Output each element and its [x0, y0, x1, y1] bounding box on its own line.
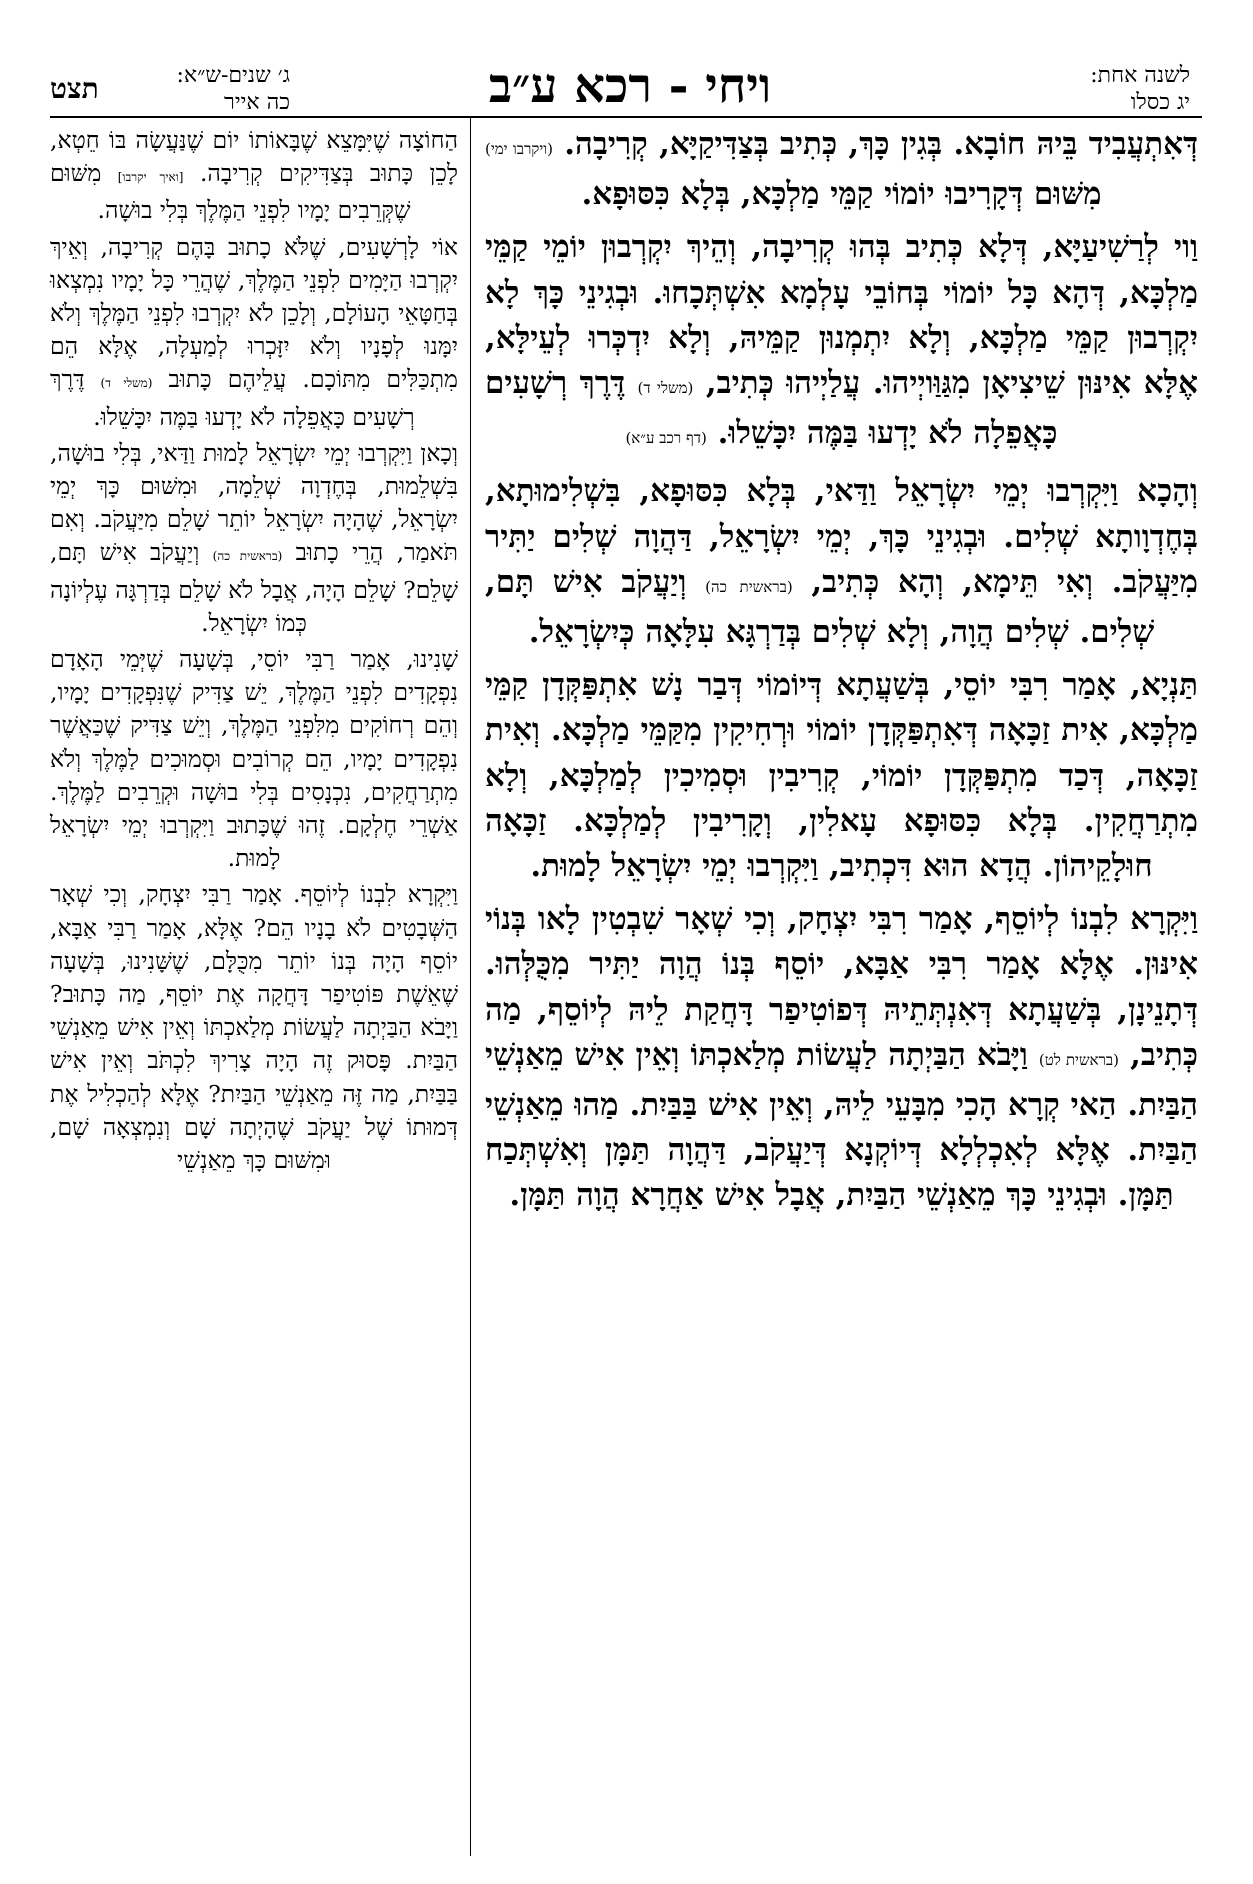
side-text: אוֹי לָרְשָׁעִים, שֶׁלֹּא כָתוּב בָּהֶם קְרִיבָה, וְאֵיךְ יִקְרְבוּ הַיָּמִים לִפְנֵי הַמֶּלֶךְ, שֶׁהֲרֵי כָּל יָמָיו נִמְצְאוּ בְּחַטָּאֵי הָעוֹלָם, וְלָכֵן לֹא יִקְרְבוּ לִפְנֵי הַמֶּלֶךְ וְלֹא יִמָּנוּ לְפָנָיו וְלֹא יִזָּכְרוּ לְמַעְלָה, אֶלָּא הֵם מִתְכַּלִּים מִתּוֹכָם. עֲלֵיהֶם כָּתוּב — [50, 232, 458, 394]
header-left-schedule — [150, 62, 290, 116]
main-text: וְהָכָא וַיִּקְרְבוּ יְמֵי יִשְׂרָאֵל וַדַּאי, בְּלָא כִּסּוּפָא, בִּשְׁלִימוּתָא, בְּחֶדְוָותָא שְׁלִים. וּבְגִינֵי כָּךְ, יְמֵי יִשְׂרָאֵל, דַּהֲוָה שְׁלִים יַתִּיר מִיַּעֲקֹב. וְאִי תֵּימָא, וְהָא כְּתִיב, — [485, 473, 1199, 600]
page-title: ויחי - רכא ע״ב — [488, 58, 772, 114]
side-text: וַיִּקְרָא לִבְנוֹ לְיוֹסֵף. אָמַר רַבִּי יִצְחָק, וְכִי שְׁאָר הַשְּׁבָטִים לֹא בָנָיו הֵם? אֶלָּא, אָמַר רַבִּי אַבָּא, יוֹסֵף הָיָה בְּנוֹ יוֹתֵר מִכֻּלָּם, שֶׁשָּׁנִינוּ, בְּשָׁעָה שֶׁאֵשֶׁת פּוֹטִיפַר דָּחֲקָה אֶת יוֹסֵף, מַה כָּתוּב? וַיָּבֹא הַבַּיְתָה לַעֲשׂוֹת מְלַאכְתּוֹ וְאֵין אִישׁ מֵאַנְשֵׁי הַבַּיִת. פָּסוּק זֶה הָיָה צָרִיךְ לִכְתֹּב וְאֵין אִישׁ בַּבַּיִת, מַה זֶּה מֵאַנְשֵׁי הַבַּיִת? אֶלָּא לְהַכְלִיל אֶת דְּמוּתוֹ שֶׁל יַעֲקֹב שֶׁהָיְתָה שָׁם וְנִמְצְאָה שָׁם, וּמִשּׁוּם כָּךְ מֵאַנְשֵׁי — [50, 880, 458, 1175]
side-paragraph-3 — [50, 437, 458, 640]
side-paragraph-5 — [50, 878, 458, 1177]
header-right-schedule — [975, 62, 1190, 116]
header-right-top: לשנה אחת: — [1090, 63, 1190, 88]
source-reference: (משלי ד) — [100, 376, 153, 391]
source-reference: (בראשית לט) — [1038, 1050, 1120, 1069]
side-paragraph-1 — [50, 124, 458, 228]
source-reference: (בראשית כה) — [212, 549, 283, 564]
side-text: מִשּׁוּם שֶׁקְּרֵבִים יָמָיו לִפְנֵי הַמֶּלֶךְ בְּלִי בוּשָׁה. — [50, 159, 411, 225]
side-text: שָׁנִינוּ, אָמַר רַבִּי יוֹסֵי, בְּשָׁעָה שֶׁיְּמֵי הָאָדָם נִפְקָדִים לִפְנֵי הַמֶּלֶךְ, יֵשׁ צַדִּיק שֶׁנִּפְקָדִים יָמָיו, וְהֵם רְחוֹקִים מִלִּפְנֵי הַמֶּלֶךְ, וְיֵשׁ צַדִּיק שֶׁכַּאֲשֶׁר נִפְקָדִים יָמָיו, הֵם קְרוֹבִים וּסְמוּכִים לַמֶּלֶךְ וְלֹא מִתְרַחֲקִים, נִכְנָסִים בְּלִי בוּשָׁה וּקְרֵבִים לַמֶּלֶךְ. אַשְׁרֵי חֶלְקָם. זֶהוּ שֶׁכָּתוּב וַיִּקְרְבוּ יְמֵי יִשְׂרָאֵל לָמוּת. — [50, 645, 458, 873]
source-reference: [ואיך יקרבו] — [117, 170, 184, 185]
page-header — [0, 0, 1253, 118]
header-rule — [50, 116, 1202, 118]
main-text: וַיִּקְרָא לִבְנוֹ לְיוֹסֵף, אָמַר רִבִּי יִצְחָק, וְכִי שְׁאָר שִׁבְטִין לָאו בְּנוֹי אִינּוּן. אֶלָּא אָמַר רִבִּי אַבָּא, יוֹסֵף בְּנוֹ הֲוָה יַתִּיר מִכֻּלְּהוּ. דְּתָנֵינָן, בְּשַׁעֲתָא דְּאִנְתְּתֵיהּ דְּפוֹטִיפַר דָּחֲקַת לֵיהּ לְיוֹסֵף, מַה כְּתִיב, — [485, 901, 1199, 1073]
source-reference: (משלי ד) — [637, 379, 694, 398]
main-paragraph-3 — [485, 469, 1198, 655]
main-text: דֶּרֶךְ רְשָׁעִים כָּאֲפֵלָה לֹא יָדְעוּ בַּמֶּה יִכָּשֵׁלוּ. — [485, 365, 1058, 452]
side-text: וְיַעֲקֹב אִישׁ תָּם, שָׁלֵם? שָׁלֵם הָיָה, אֲבָל לֹא שָׁלֵם בְּדַרְגָּה עֶלְיוֹנָה כְּמוֹ יִשְׂרָאֵל. — [50, 538, 458, 637]
main-aramaic-column — [485, 122, 1198, 1227]
main-paragraph-1 — [485, 122, 1198, 217]
main-text: דְּאִתְעֲבִיד בֵּיהּ חוֹבָא. בְּגִין כָּךְ, כְּתִיב בְּצַדִּיקַיָּא, קְרִיבָה. — [564, 126, 1199, 162]
main-paragraph-2 — [485, 225, 1198, 461]
side-text: וְכָאן וַיִּקְרְבוּ יְמֵי יִשְׂרָאֵל לָמוּת וַדַּאי, בְּלִי בוּשָׁה, בִּשְׁלֵמוּת, בְּחֶדְוָה שְׁלֵמָה, וּמִשּׁוּם כָּךְ יְמֵי יִשְׂרָאֵל, שֶׁהָיָה יִשְׂרָאֵל יוֹתֵר שָׁלֵם מִיַּעֲקֹב. וְאִם תֹּאמַר, הֲרֵי כָתוּב — [50, 438, 458, 567]
source-reference: (ויקרבו ימי) — [485, 140, 553, 158]
source-reference: (בראשית כה) — [705, 577, 793, 596]
page-number: תצט — [50, 72, 99, 105]
header-left-top: ג׳ שנים-ש״א: — [176, 63, 290, 88]
main-text: תַּנְיָא, אָמַר רִבִּי יוֹסֵי, בְּשַׁעֲתָא דְּיוֹמוֹי דְּבַר נָשׁ אִתְפַּקְּדָן קַמֵּי מַלְכָּא, אִית זַכָּאָה דְּאִתְפַּקְּדָן יוֹמוֹי וּרְחִיקִין מִקַּמֵּי מַלְכָּא. וְאִית זַכָּאָה, דְּכַד מִתְפַּקְּדָן יוֹמוֹי, קְרִיבִין וּסְמִיכִין לְמַלְכָּא, וְלָא מִתְרַחֲקִין. בְּלָא כִּסּוּפָא עָאלִין, וְקָרִיבִין לְמַלְכָּא. זַכָּאָה חוּלָקֵיהוֹן. הֲדָא הוּא דִּכְתִיב, וַיִּקְרְבוּ יְמֵי יִשְׂרָאֵל לָמוּת. — [485, 667, 1198, 885]
column-divider — [470, 118, 471, 1856]
side-paragraph-4 — [50, 643, 458, 875]
main-text: וַוי לְרַשִׁיעַיָּא, דְּלָא כְּתִיב בְּהוּ קְרִיבָה, וְהֵיךְ יִקְרְבוּן יוֹמֵי קַמֵּי מַלְכָּא, דְּהָא כָּל יוֹמוֹי בְּחוֹבֵי עָלְמָא אִשְׁתְּכָחוּ. וּבְגִינֵי כָּךְ לָא יִקְרְבוּן קַמֵּי מַלְכָּא, וְלָא יִתְמְנוּן קַמֵּיהּ, וְלָא יִדְכְּרוּ לְעֵילָּא, אֶלָּא אִינּוּן שֵׁיצִיאָן מִגַּוַּויְיהוּ. עֲלַיְיהוּ כְּתִיב, — [485, 229, 1199, 402]
main-text: וַיָּבֹא הַבַּיְתָה לַעֲשׂוֹת מְלַאכְתּוֹ וְאֵין אִישׁ מֵאַנְשֵׁי הַבַּיִת. הַאי קְרָא הָכִי מִבָּעֵי לֵיהּ, וְאֵין אִישׁ בַּבַּיִת. מַהוּ מֵאַנְשֵׁי הַבַּיִת. אֶלָּא לְאִכְלְלָא דְּיוֹקְנָא דְּיַעֲקֹב, דַּהֲוָה תַּמָּן וְאִשְׁתְּכַח תַּמָּן. וּבְגִינֵי כָּךְ מֵאַנְשֵׁי הַבַּיִת, אֲבָל אִישׁ אַחֲרָא הֲוָה תַּמָּן. — [485, 1036, 1198, 1214]
hebrew-translation-column — [50, 124, 458, 1180]
page-reference: (דף רכב ע״א) — [625, 429, 707, 448]
side-text: דֶּרֶךְ רְשָׁעִים כָּאֲפֵלָה לֹא יָדְעוּ בַּמֶּה יִכָּשֵׁלוּ. — [50, 365, 415, 431]
main-paragraph-5 — [485, 897, 1198, 1218]
main-text: וְיַעֲקֹב אִישׁ תָּם, שְׁלִים. שְׁלִים הֲוָה, וְלָא שְׁלִים בְּדַרְגָּא עִלָּאָה כְּיִשְׂרָאֵל. — [485, 563, 1155, 651]
main-paragraph-4 — [485, 663, 1198, 889]
header-right-bottom: יג כסלו — [1130, 90, 1190, 115]
side-paragraph-2 — [50, 231, 458, 434]
header-left-bottom: כה אייר — [224, 90, 290, 115]
main-text: מִשּׁוּם דְּקָרִיבוּ יוֹמוֹי קַמֵּי מַלְכָּא, בְּלָא כִּסּוּפָא. — [581, 176, 1102, 213]
side-text: הַחוֹצָה שֶׁיִּמָּצֵא שֶׁבָּאוֹתוֹ יוֹם שֶׁנַּעֲשָׂה בּוֹ חֵטְא, לָכֵן כָּתוּב בְּצַדִּיקִים קְרִיבָה. — [50, 126, 458, 188]
